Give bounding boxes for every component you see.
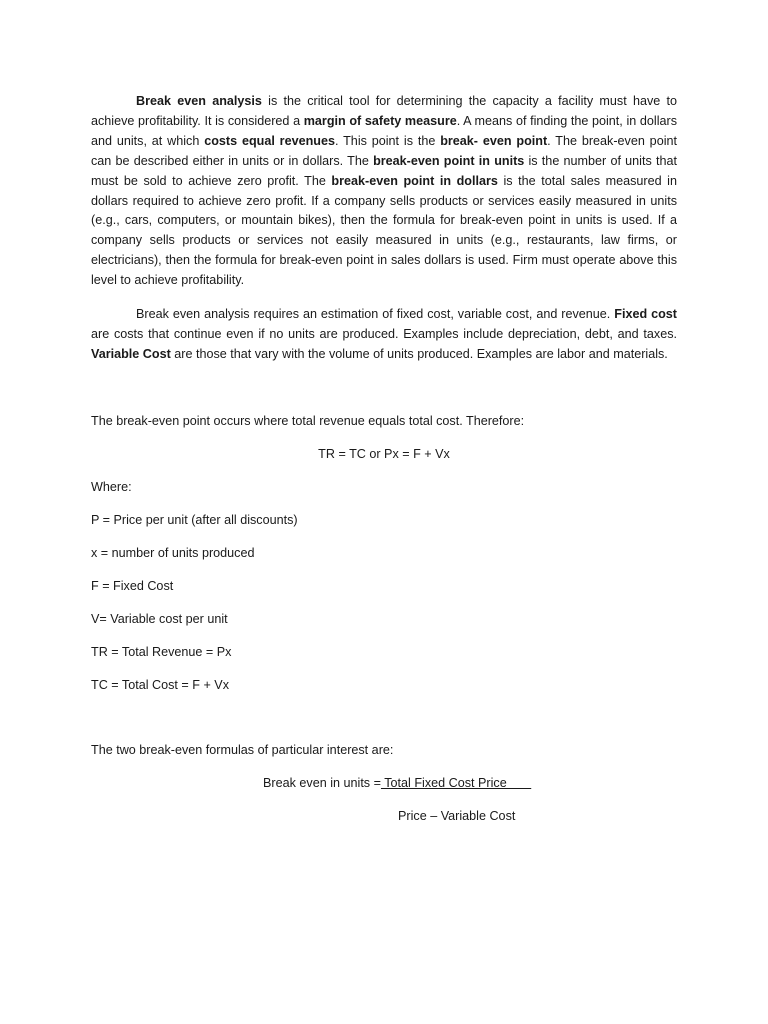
term-variable-cost: Variable Cost <box>91 346 171 361</box>
text-run: is the critical tool for determining the capacity a facility must have to achieve profitability. It is considered a <box>91 94 677 128</box>
where-label: Where: <box>91 480 132 494</box>
definition-total-cost: TC = Total Cost = F + Vx <box>91 678 230 692</box>
text-run: Break even analysis requires an estimation of fixed cost, variable cost, and revenue. <box>136 307 615 321</box>
costs-paragraph <box>91 305 677 365</box>
main-equation: TR = TC or Px = F + Vx <box>318 447 450 461</box>
term-break-even-analysis: Break even analysis <box>136 94 262 108</box>
definition-price: P = Price per unit (after all discounts) <box>91 513 298 527</box>
definition-units: x = number of units produced <box>91 546 255 560</box>
term-costs-equal-revenues: costs equal revenues <box>204 133 335 148</box>
text-run: . The break-even point can be described either in units or in dollars. The <box>91 133 677 168</box>
break-even-units-formula <box>263 774 531 792</box>
term-break-even-units: break-even point in units <box>373 153 525 168</box>
definition-total-revenue: TR = Total Revenue = Px <box>91 645 232 659</box>
term-margin-of-safety: margin of safety measure <box>303 113 457 128</box>
definition-fixed-cost: F = Fixed Cost <box>91 579 174 593</box>
equation-intro: The break-even point occurs where total revenue equals total cost. Therefore: <box>91 414 525 428</box>
term-break-even-point: break- even point <box>440 133 548 148</box>
term-fixed-cost: Fixed cost <box>614 307 677 321</box>
term-break-even-dollars: break-even point in dollars <box>331 173 498 188</box>
text-run: . A means of finding the point, in dollars and units, at which <box>91 113 677 148</box>
formula-numerator: Total Fixed Cost Price <box>380 776 532 790</box>
text-run: is the total sales measured in dollars required to achieve zero profit. If a company sells products or services easily measured in units (e.g., cars, computers, or mountain bikes), then the formula for break-even point in units is used. If a company sells products or services not easily measured in units (e.g., restaurants, law firms, or electricians), then the formula for break-even point in sales dollars is used. Firm must operate above this level to achieve profitability. <box>91 173 677 288</box>
text-run: . This point is the <box>335 133 441 148</box>
definition-variable-cost: V= Variable cost per unit <box>91 612 228 626</box>
formula-denominator: Price – Variable Cost <box>398 809 516 823</box>
text-run: is the number of units that must be sold to achieve zero profit. The <box>91 153 677 188</box>
text-run: are those that vary with the volume of units produced. Examples are labor and materials. <box>170 346 668 361</box>
intro-paragraph <box>91 92 677 291</box>
formulas-intro: The two break-even formulas of particular interest are: <box>91 743 394 757</box>
formula-label: Break even in units = <box>263 776 381 790</box>
text-run: are costs that continue even if no units are produced. Examples include depreciation, debt, and taxes. <box>91 326 677 341</box>
